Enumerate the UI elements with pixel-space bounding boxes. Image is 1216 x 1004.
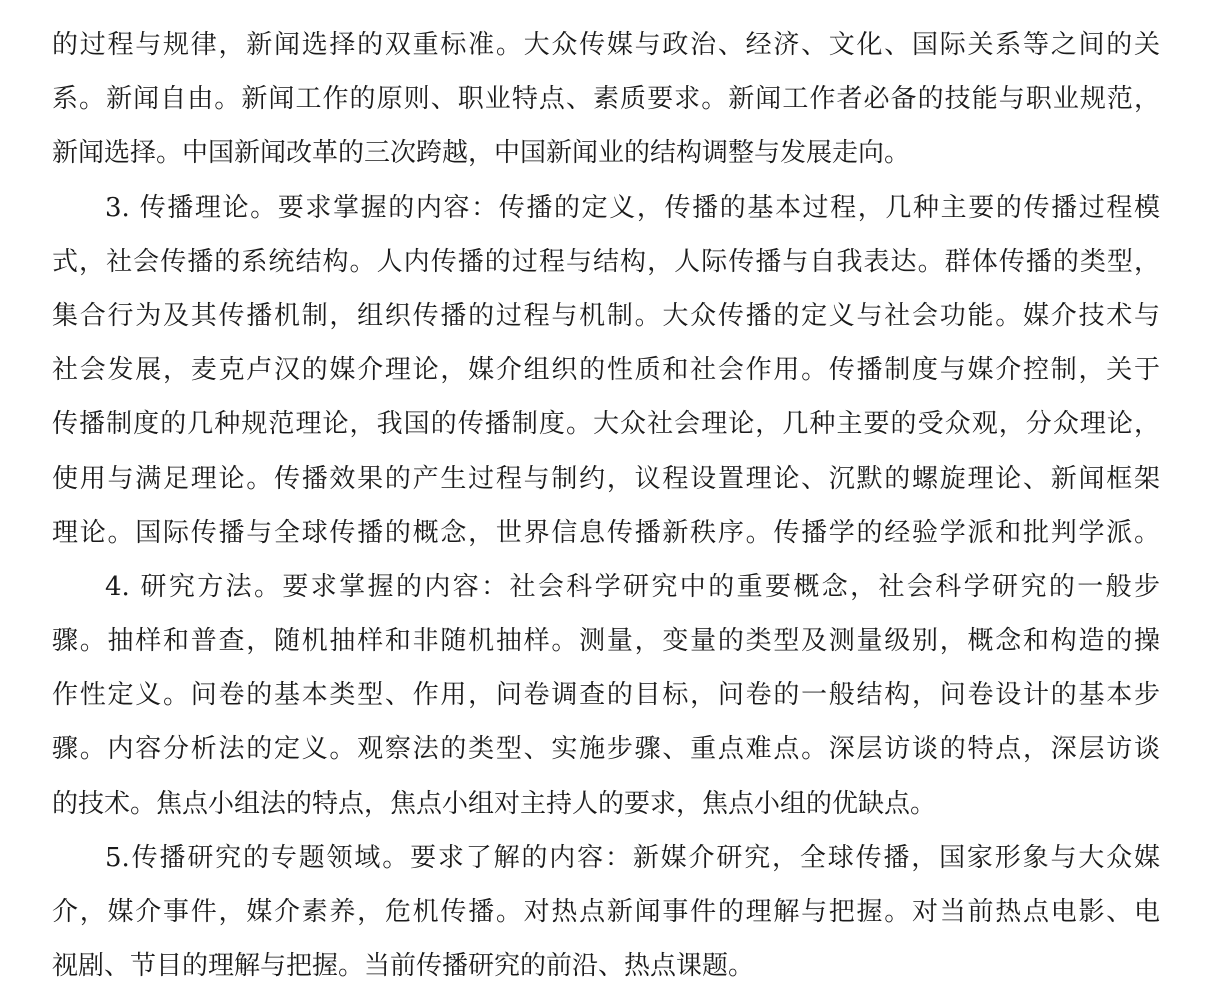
text-line: 介，媒介事件，媒介素养，危机传播。对热点新闻事件的理解与把握。对当前热点电影、电	[52, 897, 1160, 927]
text-line: 的技术。焦点小组法的特点，焦点小组对主持人的要求，焦点小组的优缺点。	[52, 788, 937, 819]
text-line: 骤。抽样和普查，随机抽样和非随机抽样。测量，变量的类型及测量级别，概念和构造的操	[52, 626, 1160, 657]
text-line: 社会发展，麦克卢汉的媒介理论，媒介组织的性质和社会作用。传播制度与媒介控制，关于	[52, 355, 1160, 386]
text-line: 使用与满足理论。传播效果的产生过程与制约，议程设置理论、沉默的螺旋理论、新闻框架	[52, 463, 1160, 494]
paragraph-special-topics	[52, 831, 1160, 994]
paragraph-research-methods	[52, 560, 1160, 831]
text-line: 的过程与规律，新闻选择的双重标准。大众传媒与政治、经济、文化、国际关系等之间的关	[52, 30, 1160, 60]
text-line: 理论。国际传播与全球传播的概念，世界信息传播新秩序。传播学的经验学派和批判学派。	[52, 517, 1160, 548]
text-line: 式，社会传播的系统结构。人内传播的过程与结构，人际传播与自我表达。群体传播的类型，	[52, 246, 1160, 277]
text-line: 3. 传播理论。要求掌握的内容：传播的定义，传播的基本过程，几种主要的传播过程模	[105, 192, 1160, 223]
text-line: 系。新闻自由。新闻工作的原则、职业特点、素质要求。新闻工作者必备的技能与职业规范，	[52, 84, 1160, 115]
document-page	[52, 18, 1160, 993]
paragraph-communication-theory	[52, 181, 1160, 560]
text-line: 骤。内容分析法的定义。观察法的类型、实施步骤、重点难点。深层访谈的特点，深层访谈	[52, 734, 1160, 765]
text-line: 新闻选择。中国新闻改革的三次跨越，中国新闻业的结构调整与发展走向。	[52, 138, 911, 169]
text-line: 传播制度的几种规范理论，我国的传播制度。大众社会理论，几种主要的受众观，分众理论，	[52, 409, 1160, 440]
text-line: 作性定义。问卷的基本类型、作用，问卷调查的目标，问卷的一般结构，问卷设计的基本步	[52, 680, 1160, 711]
text-line: 4. 研究方法。要求掌握的内容：社会科学研究中的重要概念，社会科学研究的一般步	[105, 571, 1160, 602]
paragraph-news-theory-continued	[52, 18, 1160, 181]
text-line: 5.传播研究的专题领域。要求了解的内容：新媒介研究，全球传播，国家形象与大众媒	[105, 842, 1160, 873]
text-line: 集合行为及其传播机制，组织传播的过程与机制。大众传播的定义与社会功能。媒介技术与	[52, 300, 1160, 331]
text-line: 视剧、节目的理解与把握。当前传播研究的前沿、热点课题。	[52, 951, 755, 982]
